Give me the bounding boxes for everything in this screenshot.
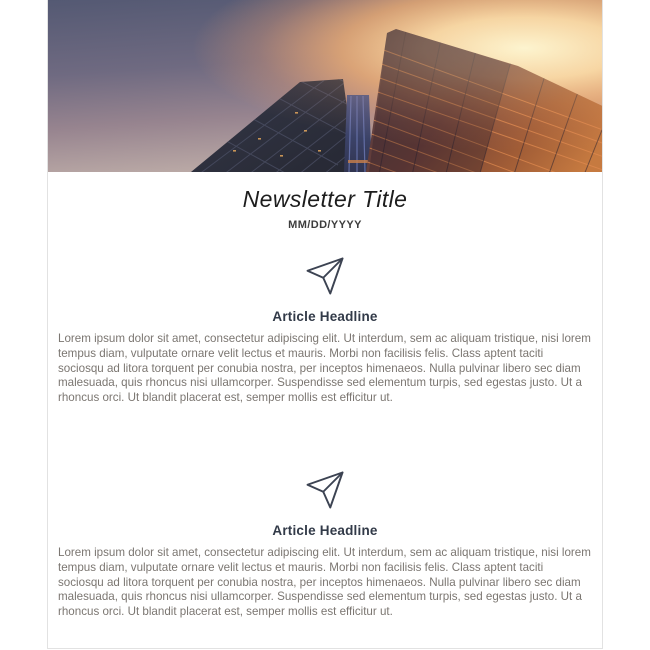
- article-headline: Article Headline: [272, 309, 378, 325]
- article-section-2: [48, 469, 602, 619]
- article-body: Lorem ipsum dolor sit amet, consectetur adipiscing elit. Ut interdum, sem ac aliquam tristique, nisi lorem tempus diam, vulputate ornare velit lectus et mauris. Morbi non facilisis felis. Class aptent taciti sociosqu ad litora torquent per conubia nostra, per inceptos himenaeos. Nulla pulvinar libero sec diam malesuada, quis rhoncus nisi ullamcorper. Suspendisse sed elementum turpis, sed egestas justo. Ut a rhoncus orci. Ut blandit placerat est, semper mollis est efficitur ut.: [58, 332, 591, 404]
- hero-image: [48, 0, 602, 172]
- section-divider: [48, 469, 602, 511]
- article-section-1: [48, 255, 602, 405]
- newsletter-page: [47, 0, 603, 649]
- newsletter-date: MM/DD/YYYY: [288, 219, 362, 232]
- paper-plane-icon: [304, 469, 346, 511]
- newsletter-title: Newsletter Title: [242, 186, 408, 212]
- section-divider: [48, 255, 602, 297]
- article-body: Lorem ipsum dolor sit amet, consectetur adipiscing elit. Ut interdum, sem ac aliquam tristique, nisi lorem tempus diam, vulputate ornare velit lectus et mauris. Morbi non facilisis felis. Class aptent taciti sociosqu ad litora torquent per conubia nostra, per inceptos himenaeos. Nulla pulvinar libero sec diam malesuada, quis rhoncus nisi ullamcorper. Suspendisse sed elementum turpis, sed egestas justo. Ut a rhoncus orci. Ut blandit placerat est, semper mollis est efficitur ut.: [58, 546, 591, 618]
- article-headline: Article Headline: [272, 523, 378, 539]
- paper-plane-icon: [304, 255, 346, 297]
